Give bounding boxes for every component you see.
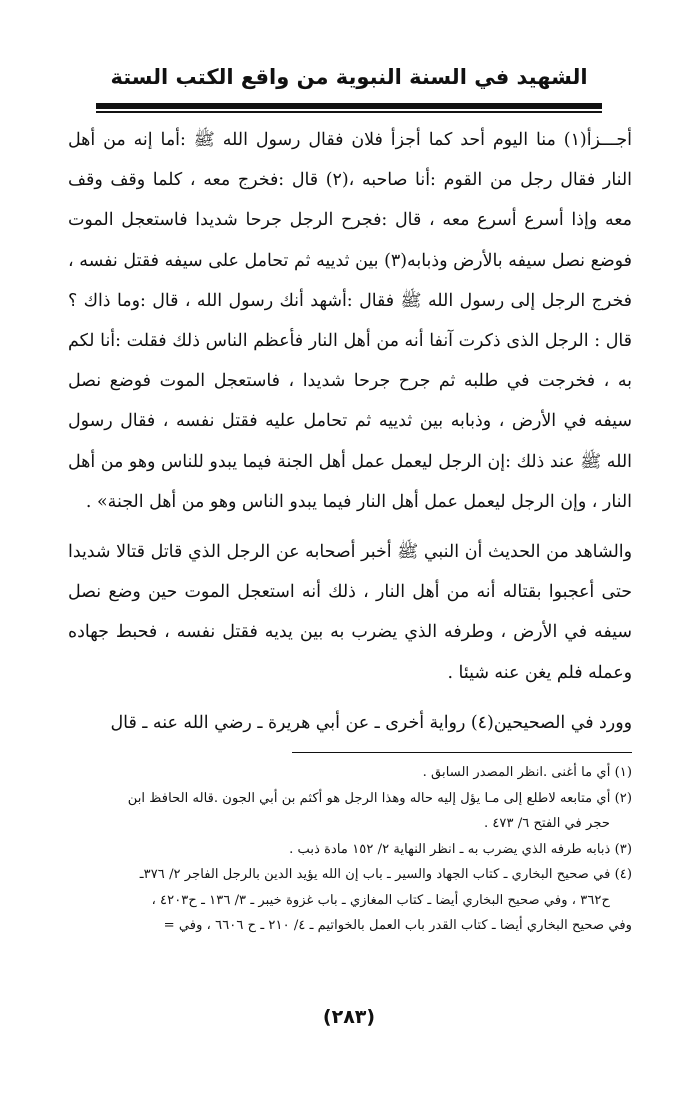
paragraph: وورد في الصحيحين(٤) رواية أخرى ـ عن أبي هريرة ـ رضي الله عنه ـ قال — [110, 712, 632, 733]
footnote-continuation: ح٣٦٢ ، وفي صحيح البخاري أيضا ـ كتاب المغازي ـ باب غزوة خيبر ـ ٣/ ١٣٦ ـ ح٤٢٠٣ ، — [151, 892, 610, 908]
footnote: (١) أي ما أغنى .انظر المصدر السابق . — [422, 765, 632, 780]
main-text — [68, 120, 632, 743]
footnote-separator — [292, 752, 632, 753]
footnotes — [68, 760, 632, 939]
paragraph: والشاهد من الحديث أن النبي ﷺ أخبر أصحابه عن الرجل الذي قاتل قتالا شديدا حتى أعجبوا بقتاله أنه من أهل النار ، ذلك أنه استعجل الموت حين وضع نصل سيفه في الأرض ، وطرفه الذي يضرب به بين يديه فقتل نفسه ، فحبط جهاده وعمله فلم يغن عنه شيئا . — [68, 542, 632, 683]
footnote: (٣) ذبابه طرفه الذي يضرب به ـ انظر النهاية ٢/ ١٥٢ مادة ذبب . — [289, 841, 632, 857]
running-header — [96, 62, 602, 96]
footnote-continuation: وفي صحيح البخاري أيضا ـ كتاب القدر باب العمل بالخواتيم ـ ٤/ ٢١٠ ـ ح ٦٦٠٦ ، وفي = — [163, 918, 632, 933]
page-number: (٢٨٣) — [322, 1006, 376, 1028]
footnote-continuation: حجر في الفتح ٦/ ٤٧٣ . — [483, 816, 610, 831]
footnote: (٢) أي متابعه لاطلع إلى مـا يؤل إليه حاله وهذا الرجل هو أكثم بن أبي الجون .قاله الحافظ ابن — [127, 790, 632, 806]
header-rule-thin — [96, 111, 602, 113]
footnote: (٤) في صحيح البخاري ـ كتاب الجهاد والسير ـ باب إن الله يؤيد الدين بالرجل الفاجر ٢/ ٣٧٦ـ — [139, 867, 632, 882]
running-header-title: الشهيد في السنة النبوية من واقع الكتب الستة — [110, 65, 588, 89]
paragraph: أجـــزأ(١) منا اليوم أحد كما أجزأ فلان فقال رسول الله ﷺ :أما إنه من أهل النار فقال رجل من القوم :أنا صاحبه ،(٢) قال :فخرج معه ، كلما وقف وقف معه وإذا أسرع أسرع معه ، قال :فجرح الرجل جرحا شديدا فاستعجل الموت فوضع نصل سيفه بالأرض وذبابه(٣) بين ثدييه ثم تحامل على سيفه فقتل نفسه ، فخرج الرجل إلى رسول الله ﷺ فقال :أشهد أنك رسول الله ، قال :وما ذاك ؟ قال : الرجل الذى ذكرت آنفا أنه من أهل النار فأعظم الناس ذلك فقلت :أنا لكم به ، فخرجت في طلبه ثم جرح جرحا شديدا ، فاستعجل الموت فوضع نصل سيفه في الأرض ، وذبابه بين ثدييه ثم تحامل عليه فقتل نفسه ، فقال رسول الله ﷺ عند ذلك :إن الرجل ليعمل عمل أهل الجنة فيما يبدو للناس وهو من أهل النار ، وإن الرجل ليعمل عمل أهل النار فيما يبدو الناس وهو من أهل الجنة» . — [68, 130, 633, 512]
header-rule-thick — [96, 103, 602, 109]
